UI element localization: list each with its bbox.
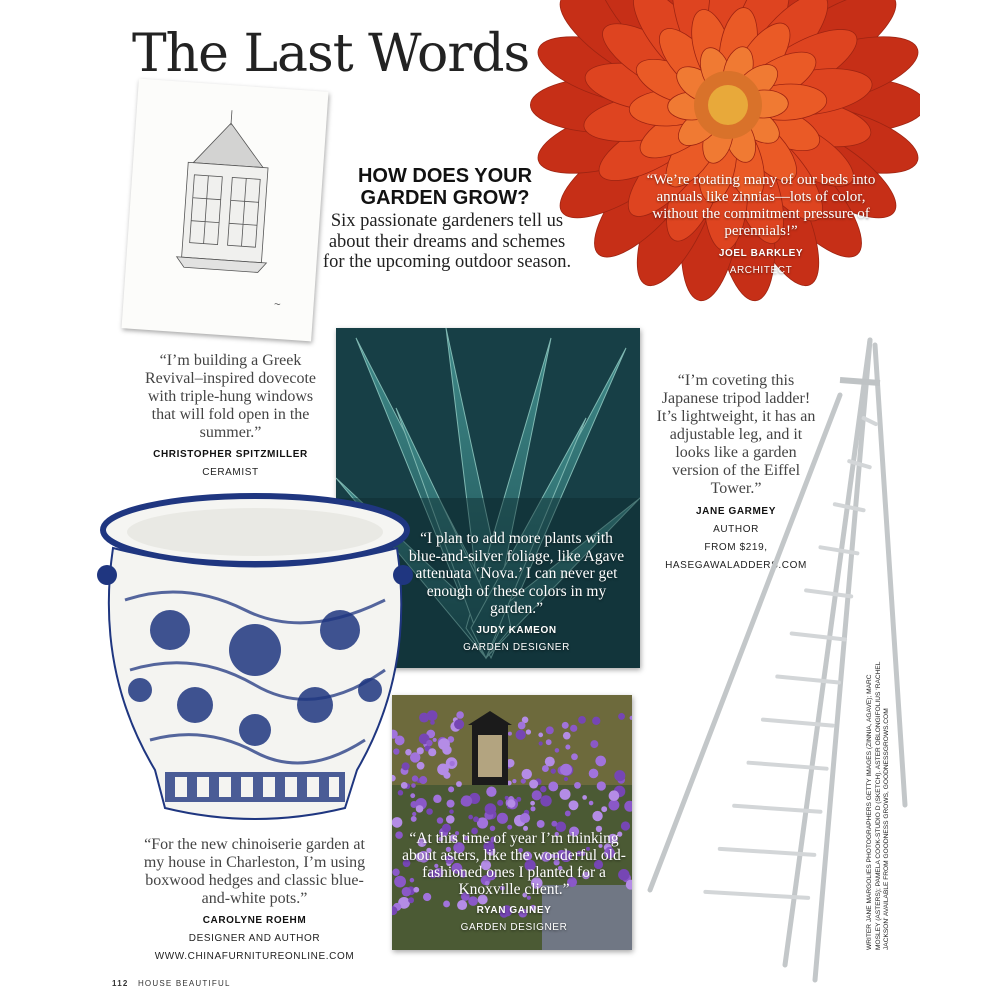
quote-gainey-name: RYAN GAINEY xyxy=(476,905,552,916)
aster-blossom xyxy=(540,795,551,806)
aster-blossom xyxy=(417,747,424,754)
aster-blossom xyxy=(530,806,535,811)
aster-blossom xyxy=(592,717,600,725)
aster-blossom xyxy=(497,800,503,806)
aster-blossom xyxy=(545,757,555,767)
photo-credits xyxy=(866,630,926,950)
aster-blossom xyxy=(565,811,571,817)
aster-blossom xyxy=(456,711,464,719)
aster-blossom xyxy=(601,806,607,812)
quote-roehm-text: “For the new chinoiserie garden at my house in Charleston, I’m using boxwood hedges and classic blue-and-white pots.” xyxy=(143,836,366,907)
aster-blossom xyxy=(609,790,620,801)
quote-spitzmiller-text: “I’m building a Greek Revival–inspired dovecote with triple-hung windows that will fold open in the summer.” xyxy=(144,352,317,441)
aster-blossom xyxy=(448,786,454,792)
aster-blossom xyxy=(437,817,444,824)
ladder-rung xyxy=(777,677,839,683)
magazine-name: HOUSE BEAUTIFUL xyxy=(137,979,231,988)
aster-blossom xyxy=(522,769,532,779)
page-footer xyxy=(112,979,231,988)
aster-blossom xyxy=(570,725,577,732)
aster-blossom xyxy=(412,812,416,816)
aster-blossom xyxy=(548,782,558,792)
aster-blossom xyxy=(497,813,508,824)
quote-garmey-text: “I’m coveting this Japanese tripod ladder! It’s lightweight, it has an adjustable leg, and it looks like a garden version of the Eiffel Tower.” xyxy=(656,372,816,497)
aster-blossom xyxy=(449,809,454,814)
intro-text: Six passionate gardeners tell us about their dreams and schemes for the upcoming outdoor season. xyxy=(322,211,572,272)
quote-kameon-name: JUDY KAMEON xyxy=(476,624,557,636)
ladder-rung xyxy=(806,590,851,596)
aster-blossom xyxy=(447,800,455,808)
aster-blossom xyxy=(562,722,569,729)
aster-blossom xyxy=(426,808,432,814)
ladder-rung xyxy=(864,418,876,424)
quote-garmey-price: FROM $219, xyxy=(704,542,768,553)
quote-kameon xyxy=(404,530,629,657)
quote-gainey xyxy=(400,830,628,936)
aster-blossom xyxy=(508,732,512,736)
aster-blossom xyxy=(419,776,427,784)
quote-roehm xyxy=(132,836,377,966)
aster-blossom xyxy=(563,732,571,740)
quote-kameon-role: GARDEN DESIGNER xyxy=(463,642,570,653)
aster-blossom xyxy=(473,816,479,822)
aster-blossom xyxy=(486,787,496,797)
aster-blossom xyxy=(405,749,411,755)
aster-blossom xyxy=(546,739,552,745)
aster-blossom xyxy=(582,795,587,800)
aster-blossom xyxy=(461,795,472,806)
porcelain-pot-illustration xyxy=(95,490,425,830)
quote-garmey-role: AUTHOR xyxy=(713,524,759,535)
aster-blossom xyxy=(565,745,570,750)
aster-blossom xyxy=(569,800,579,810)
quote-barkley-role: ARCHITECT xyxy=(729,265,793,276)
quote-spitzmiller-name: CHRISTOPHER SPITZMILLER xyxy=(153,449,308,460)
aster-blossom xyxy=(595,756,606,767)
aster-blossom xyxy=(551,768,556,773)
ladder-rung xyxy=(763,720,833,726)
quote-kameon-text: “I plan to add more plants with blue-and-silver foliage, like Agave attenuata ‘Nova.’ I can never get enough of these colors in my garden.” xyxy=(408,530,625,617)
aster-blossom xyxy=(512,779,516,783)
aster-blossom xyxy=(433,795,441,803)
aster-blossom xyxy=(590,740,598,748)
aster-blossom xyxy=(433,738,437,742)
porcelain-pot xyxy=(95,490,425,830)
aster-blossom xyxy=(578,716,586,724)
aster-blossom xyxy=(446,815,455,824)
aster-blossom xyxy=(411,783,416,788)
aster-blossom xyxy=(449,761,454,766)
aster-blossom xyxy=(437,764,449,776)
aster-blossom xyxy=(532,790,542,800)
aster-blossom xyxy=(597,781,606,790)
aster-blossom xyxy=(516,730,526,740)
aster-blossom xyxy=(393,748,399,754)
aster-blossom xyxy=(564,777,568,781)
aster-blossom xyxy=(401,782,408,789)
aster-blossom xyxy=(428,748,436,756)
aster-blossom xyxy=(398,790,403,795)
aster-blossom xyxy=(410,793,415,798)
aster-blossom xyxy=(392,869,399,876)
aster-blossom xyxy=(546,726,554,734)
aster-blossom xyxy=(539,741,543,745)
aster-blossom xyxy=(538,733,543,738)
credit-line-1: WRITER JANE MARGOLIES PHOTOGRAPHERS GETTY IMAGES (ZINNIA, AGAVE); MARC xyxy=(866,674,873,950)
aster-blossom xyxy=(468,815,473,820)
aster-blossom xyxy=(560,764,572,776)
aster-blossom xyxy=(520,813,530,823)
aster-blossom xyxy=(537,820,545,828)
aster-blossom xyxy=(438,738,450,750)
dovecote-sketch xyxy=(122,79,329,342)
quote-barkley-text: “We’re rotating many of our beds into annuals like zinnias—lots of color, without the commitment pressure of perennials!” xyxy=(646,172,876,239)
dovecote-drawing xyxy=(122,79,329,342)
page-title: The Last Words xyxy=(132,24,530,84)
quote-spitzmiller xyxy=(138,352,323,482)
aster-blossom xyxy=(402,762,410,770)
quote-roehm-source: WWW.CHINAFURNITUREONLINE.COM xyxy=(154,951,355,962)
aster-blossom xyxy=(456,781,462,787)
aster-blossom xyxy=(540,786,546,792)
aster-blossom xyxy=(454,719,464,729)
credit-line-3: JACKSON’ AVAILABLE FROM GOODNESS GROWS, GOODNESSGROWS.COM xyxy=(883,708,890,950)
aster-blossom xyxy=(392,817,402,828)
aster-blossom xyxy=(618,713,625,720)
quote-barkley xyxy=(646,172,876,279)
aster-blossom xyxy=(507,799,515,807)
aster-blossom xyxy=(614,770,625,781)
aster-blossom xyxy=(542,765,549,772)
aster-blossom xyxy=(505,796,509,800)
svg-text:~: ~ xyxy=(273,299,282,311)
aster-blossom xyxy=(592,811,602,821)
aster-blossom xyxy=(555,748,560,753)
quote-spitzmiller-role: CERAMIST xyxy=(202,467,259,478)
page-number: 112 xyxy=(112,979,129,988)
aster-blossom xyxy=(521,778,526,783)
headline: HOW DOES YOUR GARDEN GROW? xyxy=(357,165,533,209)
aster-blossom xyxy=(412,775,418,781)
photo-credits-text xyxy=(866,630,892,950)
ladder-rung xyxy=(792,633,845,639)
aster-blossom xyxy=(426,740,432,746)
quote-barkley-name: JOEL BARKLEY xyxy=(718,248,804,259)
quote-roehm-role: DESIGNER AND AUTHOR xyxy=(188,933,321,944)
quote-gainey-text: “At this time of year I’m thinking about asters, like the wonderful old-fashioned ones I planted for a Knoxville client.” xyxy=(402,830,626,898)
credit-line-2: MOSLEY (ASTERS); PAMELA COOK-STUDIO D (SKETCH). ASTER OBLONGIFOLIUS ‘RACHEL xyxy=(874,661,882,950)
aster-blossom xyxy=(529,779,538,788)
aster-blossom xyxy=(518,722,526,730)
aster-blossom xyxy=(416,805,424,813)
aster-blossom xyxy=(589,769,599,779)
quote-garmey-name: JANE GARMEY xyxy=(696,506,776,517)
aster-blossom xyxy=(417,762,425,770)
aster-blossom xyxy=(574,782,581,789)
aster-blossom xyxy=(571,753,578,760)
quote-gainey-role: GARDEN DESIGNER xyxy=(460,922,568,933)
quote-garmey-source: HASEGAWALADDERS.COM xyxy=(665,560,807,571)
aster-blossom xyxy=(507,825,512,830)
aster-blossom xyxy=(411,816,417,822)
aster-blossom xyxy=(419,713,429,723)
aster-blossom xyxy=(530,801,535,806)
aster-blossom xyxy=(551,821,557,827)
aster-blossom xyxy=(485,803,497,815)
aster-blossom xyxy=(589,801,594,806)
aster-blossom xyxy=(560,789,571,800)
aster-blossom xyxy=(526,729,531,734)
aster-blossom xyxy=(608,800,619,811)
quote-roehm-name: CAROLYNE ROEHM xyxy=(202,915,307,926)
